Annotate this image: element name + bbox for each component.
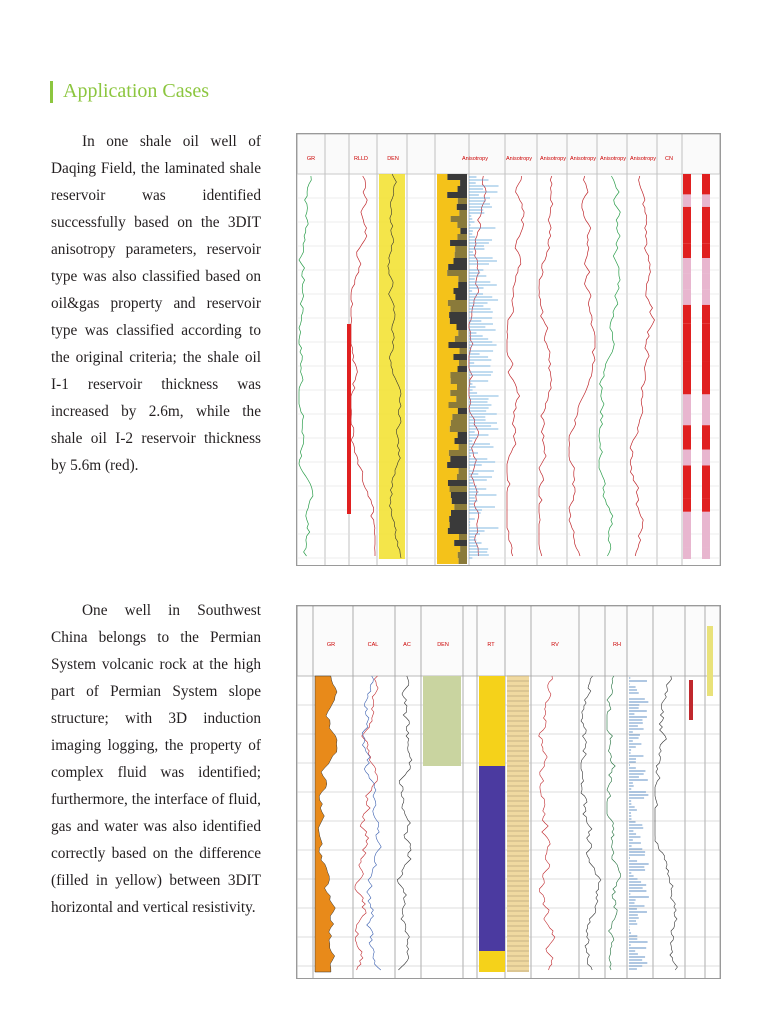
track-header-label: DEN — [387, 156, 399, 162]
lithology-band — [437, 366, 458, 372]
lithology-band — [437, 402, 449, 408]
reservoir-class-band — [683, 547, 691, 559]
lithology-band — [437, 288, 454, 294]
lithology-band — [458, 432, 467, 438]
log-curve — [581, 676, 601, 970]
lithology-band — [459, 468, 467, 474]
lithology-track — [507, 676, 529, 972]
lithology-band — [449, 402, 467, 408]
track-header-label: AC — [403, 642, 411, 648]
lithology-band — [450, 456, 467, 462]
case-2-log-figure — [296, 605, 721, 979]
reservoir-class-band — [702, 194, 710, 206]
lithology-band — [437, 294, 455, 300]
lithology-band — [457, 474, 467, 480]
lithology-band — [437, 258, 454, 264]
case-2-log-plot — [297, 606, 720, 978]
reservoir-class-band — [702, 174, 710, 194]
lithology-band — [460, 546, 467, 552]
lithology-band — [437, 432, 458, 438]
track-header-label: Anisotropy — [600, 156, 626, 162]
track-header-label: DEN — [437, 642, 449, 648]
lithology-band — [437, 306, 450, 312]
lithology-band — [448, 342, 467, 348]
fluid-marker — [689, 680, 693, 720]
lithology-band — [459, 210, 467, 216]
track-header-label: GR — [326, 642, 336, 648]
track-header-label: CAL — [367, 642, 379, 648]
reservoir-class-band — [702, 305, 710, 323]
case-2-description — [51, 597, 261, 921]
lithology-band — [437, 300, 448, 306]
lithology-band — [448, 480, 467, 486]
lithology-band — [459, 444, 467, 450]
track-header-label: CN — [665, 156, 673, 162]
track-header-label: Anisotropy — [506, 156, 532, 162]
lithology-band — [456, 396, 467, 402]
lithology-band — [437, 192, 447, 198]
lithology-band — [437, 372, 450, 378]
track-header-label: RLLD — [353, 156, 369, 162]
lithology-band — [437, 546, 460, 552]
lithology-band — [450, 306, 467, 312]
lithology-band — [457, 222, 467, 228]
lithology-band — [437, 390, 450, 396]
lithology-band — [450, 318, 467, 324]
lithology-band — [450, 522, 467, 528]
reservoir-class-band — [702, 323, 710, 362]
reservoir-class-band — [702, 243, 710, 258]
reservoir-class-band — [683, 499, 691, 512]
reservoir-class-band — [683, 465, 691, 498]
lithology-band — [437, 396, 456, 402]
reservoir-class-band — [683, 512, 691, 548]
reservoir-class-band — [683, 194, 691, 206]
lithology-band — [450, 372, 467, 378]
log-curve — [607, 676, 621, 970]
lithology-band — [453, 354, 467, 360]
lithology-band — [437, 210, 459, 216]
lithology-band — [437, 522, 450, 528]
lithology-band — [437, 534, 459, 540]
reservoir-class-band — [702, 362, 710, 394]
case-1-description — [51, 128, 261, 479]
lithology-band — [455, 336, 467, 342]
lithology-band — [454, 288, 467, 294]
lithology-band — [455, 252, 467, 258]
lithology-band — [449, 516, 467, 522]
lithology-band — [458, 330, 467, 336]
lithology-band — [437, 342, 448, 348]
lithology-band — [437, 384, 457, 390]
reservoir-class-band — [683, 305, 691, 323]
lithology-band — [447, 192, 467, 198]
log-curve — [355, 676, 378, 970]
lithology-band — [455, 246, 467, 252]
lithology-band — [451, 510, 467, 516]
reservoir-class-band — [683, 243, 691, 258]
log-curve — [539, 676, 555, 970]
lithology-band — [437, 528, 448, 534]
legend-strip — [707, 626, 713, 696]
lithology-band — [457, 234, 467, 240]
lithology-band — [459, 534, 467, 540]
lithology-band — [437, 468, 459, 474]
lithology-band — [459, 360, 467, 366]
section-title: Application Cases — [63, 80, 210, 102]
reservoir-class-band — [702, 547, 710, 559]
lithology-band — [437, 324, 457, 330]
lithology-band — [437, 270, 447, 276]
reservoir-class-band — [702, 512, 710, 548]
lithology-band — [450, 390, 467, 396]
lithology-band — [458, 276, 467, 282]
lithology-band — [437, 240, 450, 246]
lithology-band — [437, 444, 459, 450]
lithology-band — [437, 510, 451, 516]
density-fill — [379, 174, 405, 559]
lithology-band — [437, 558, 459, 564]
reservoir-class-band — [702, 394, 710, 425]
reservoir-class-band — [683, 425, 691, 449]
lithology-band — [437, 498, 452, 504]
log-curve — [362, 676, 381, 970]
lithology-band — [450, 240, 467, 246]
lithology-band — [454, 504, 467, 510]
lithology-band — [437, 246, 455, 252]
reservoir-class-band — [702, 499, 710, 512]
lithology-band — [437, 228, 460, 234]
reservoir-class-band — [702, 258, 710, 274]
lithology-band — [437, 486, 450, 492]
case-1-log-figure — [296, 133, 721, 566]
reservoir-class-band — [702, 425, 710, 449]
lithology-band — [437, 414, 452, 420]
lithology-band — [458, 198, 467, 204]
reservoir-class-band — [683, 274, 691, 290]
lithology-band — [457, 204, 467, 210]
track-header-label: RH — [613, 642, 621, 648]
lithology-band — [460, 348, 467, 354]
lithology-band — [437, 516, 449, 522]
track-header-label: Anisotropy — [462, 156, 488, 162]
reservoir-class-band — [702, 290, 710, 305]
lithology-band — [457, 384, 467, 390]
lithology-band — [454, 540, 467, 546]
lithology-band — [459, 558, 467, 564]
lithology-band — [451, 492, 467, 498]
lithology-band — [437, 216, 451, 222]
lithology-band — [437, 312, 449, 318]
lithology-band — [437, 252, 455, 258]
lithology-band — [447, 462, 467, 468]
lithology-band — [437, 174, 447, 180]
lithology-band — [437, 330, 458, 336]
lithology-band — [458, 282, 467, 288]
lithology-band — [437, 474, 457, 480]
track-header-label: RV — [551, 642, 559, 648]
track-header-label: RT — [487, 642, 495, 648]
lithology-band — [437, 336, 455, 342]
lithology-band — [437, 456, 450, 462]
case-1-log-plot — [297, 134, 720, 565]
lithology-band — [451, 216, 467, 222]
lithology-band — [437, 360, 459, 366]
track-header-label: Anisotropy — [540, 156, 566, 162]
lithology-band — [437, 552, 458, 558]
section-heading — [50, 80, 209, 103]
lithology-band — [437, 504, 454, 510]
reservoir-class-band — [702, 465, 710, 498]
reservoir-class-band — [683, 450, 691, 466]
lithology-band — [437, 180, 460, 186]
lithology-band — [452, 414, 467, 420]
track-header-label: GR — [306, 156, 316, 162]
lithology-band — [437, 540, 454, 546]
lithology-band — [458, 366, 467, 372]
lithology-band — [437, 282, 458, 288]
case-1-text: In one shale oil well of Daqing Field, the laminated shale reservoir was identified successfully based on the 3DIT anisotropy parameters, reservoir type was also classified based on oil&gas property and reservoir type was classified according to the original criteria; the shale oil I-1 reservoir thickness was increased by 2.6m, while the shale oil I-2 reservoir thickness by 5.6m (red). — [51, 133, 261, 474]
reservoir-class-band — [702, 207, 710, 243]
lithology-band — [458, 408, 467, 414]
lithology-band — [458, 186, 467, 192]
lithology-band — [437, 204, 457, 210]
lithology-band — [457, 324, 467, 330]
lithology-band — [451, 378, 467, 384]
reservoir-class-band — [683, 174, 691, 194]
lithology-band — [452, 498, 467, 504]
lithology-band — [437, 354, 453, 360]
case-2-text: One well in Southwest China belongs to the Permian System volcanic rock at the high part of Permian System slope structure; with 3D induction imaging logging, the property of complex fluid was identified; furthermore, the interface of fluid, gas and water was also identified correctly based on the difference (filled in yellow) between 3DIT horizontal and vertical resistivity. — [51, 602, 261, 916]
lithology-band — [458, 552, 467, 558]
lithology-band — [437, 264, 448, 270]
lithology-band — [437, 234, 457, 240]
log-curve — [655, 676, 677, 970]
depth-marker-band — [347, 324, 351, 514]
lithology-band — [437, 420, 451, 426]
lithology-band — [437, 462, 447, 468]
header-band — [297, 606, 720, 676]
lithology-band — [437, 480, 448, 486]
lithology-band — [437, 438, 455, 444]
lithology-band — [437, 378, 451, 384]
header-band — [297, 134, 720, 174]
lithology-band — [437, 408, 458, 414]
log-curve — [397, 676, 412, 970]
gr-fill — [315, 676, 337, 972]
lithology-band — [448, 264, 467, 270]
lithology-band — [437, 492, 451, 498]
lithology-band — [437, 426, 450, 432]
lithology-band — [437, 450, 449, 456]
lithology-band — [437, 276, 458, 282]
purple-fill-track — [479, 766, 505, 951]
lithology-band — [437, 198, 458, 204]
track-header-label: Anisotropy — [570, 156, 596, 162]
lithology-band — [455, 294, 467, 300]
reservoir-class-band — [702, 274, 710, 290]
lithology-band — [460, 228, 467, 234]
reservoir-class-band — [683, 394, 691, 425]
lithology-band — [447, 174, 467, 180]
lithology-band — [449, 312, 467, 318]
lithology-band — [437, 222, 457, 228]
track-header-label: Anisotropy — [630, 156, 656, 162]
lithology-band — [437, 318, 450, 324]
lithology-band — [460, 180, 467, 186]
reservoir-class-band — [683, 290, 691, 305]
lithology-band — [454, 258, 467, 264]
reservoir-class-band — [683, 362, 691, 394]
lithology-band — [455, 438, 467, 444]
lithology-band — [448, 528, 467, 534]
lithology-band — [437, 348, 460, 354]
hatched-track — [423, 676, 461, 766]
lithology-band — [450, 426, 467, 432]
lithology-band — [447, 270, 467, 276]
reservoir-class-band — [702, 450, 710, 466]
lithology-band — [451, 420, 467, 426]
lithology-band — [449, 450, 467, 456]
lithology-band — [437, 186, 458, 192]
reservoir-class-band — [683, 258, 691, 274]
reservoir-class-band — [683, 323, 691, 362]
lithology-band — [448, 300, 467, 306]
lithology-band — [450, 486, 467, 492]
heading-accent-bar — [50, 81, 53, 103]
reservoir-class-band — [683, 207, 691, 243]
